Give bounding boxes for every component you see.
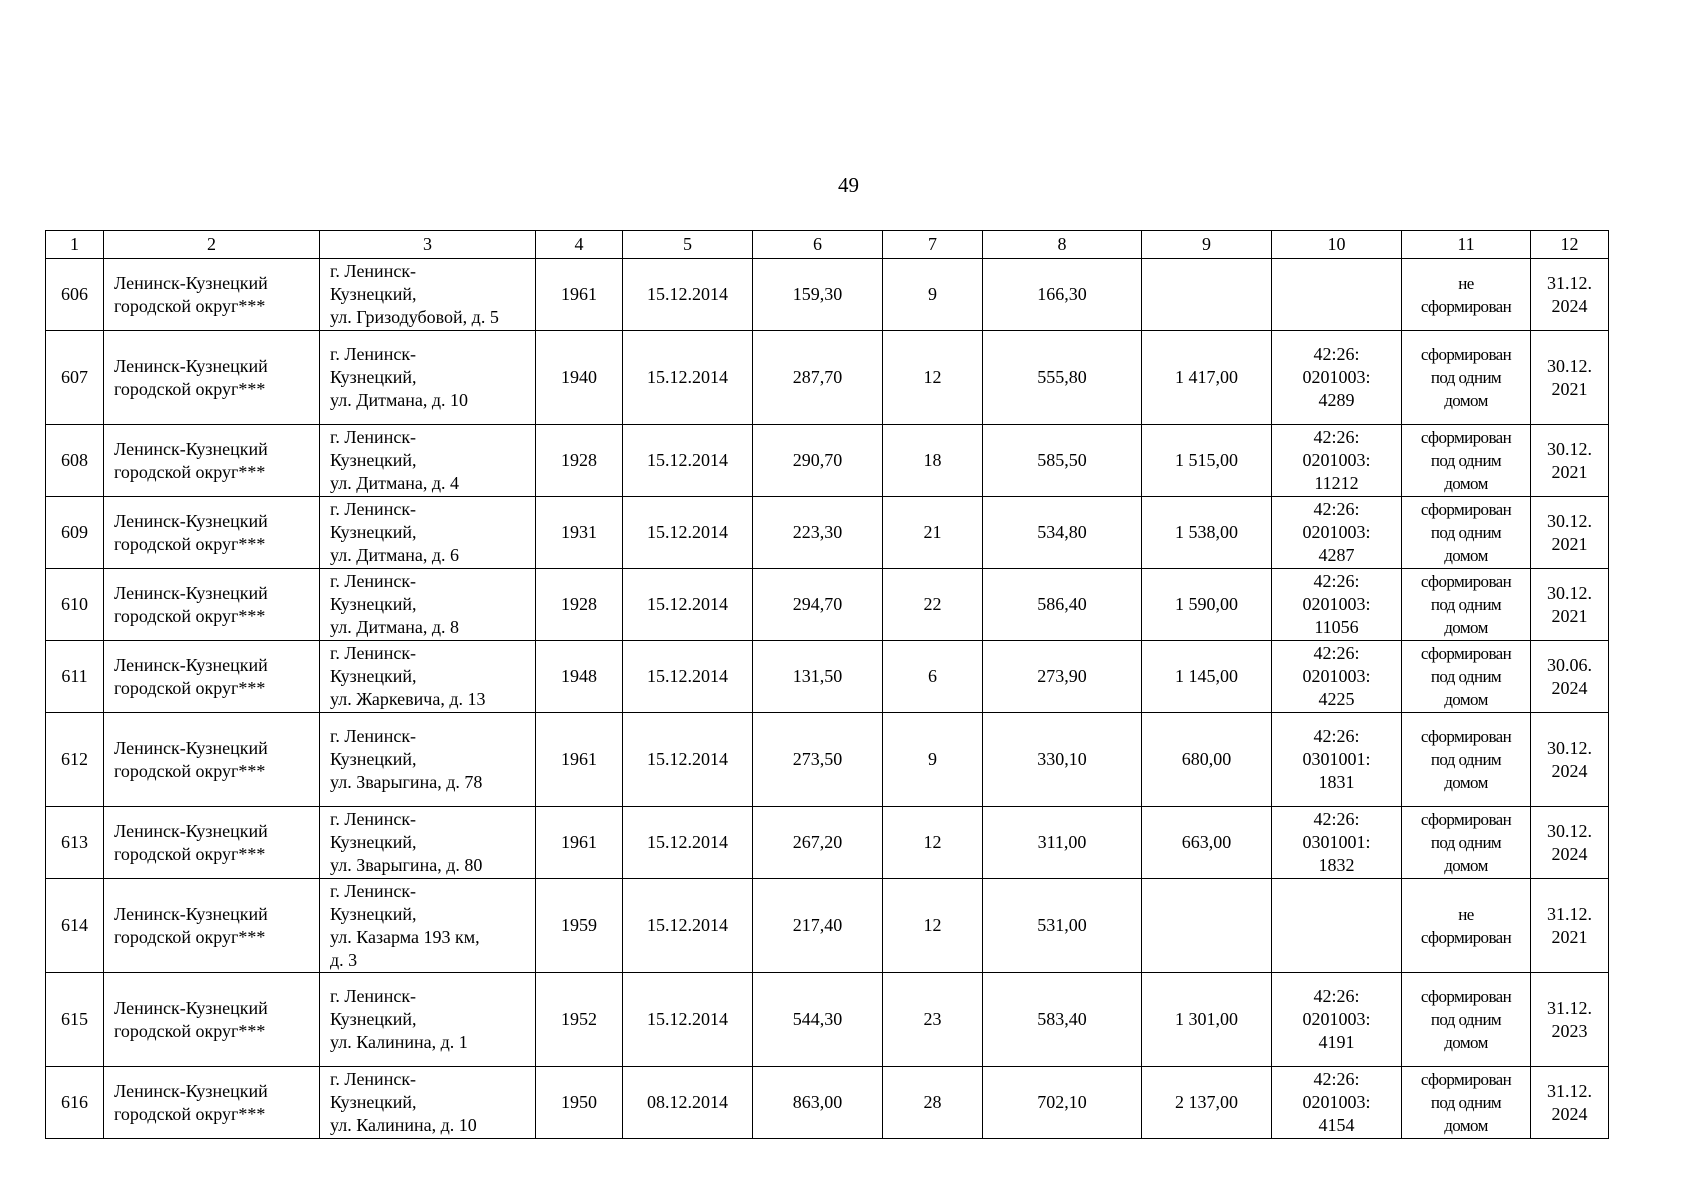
cell-area <box>753 497 883 569</box>
cell-year-built <box>536 425 623 497</box>
cell-address-text: г. Ленинск- Кузнецкий, ул. Дитмана, д. 4 <box>330 427 460 493</box>
cell-area-text: 863,00 <box>792 1092 843 1112</box>
cell-area <box>753 879 883 973</box>
cell-cadastral-number <box>1272 641 1402 713</box>
cell-total-area-text: 586,40 <box>1037 594 1087 614</box>
cell-total-area <box>983 713 1142 807</box>
table-row <box>46 973 1609 1067</box>
cell-cadastral-number-text: 42:26: 0201003: 4191 <box>1302 986 1371 1052</box>
cell-address-text: г. Ленинск- Кузнецкий, ул. Зварыгина, д. 80 <box>330 809 483 875</box>
cell-residents <box>883 807 983 879</box>
cell-land-area-text: 1 145,00 <box>1175 666 1238 686</box>
cell-land-status <box>1402 713 1531 807</box>
cell-area <box>753 807 883 879</box>
cell-total-area <box>983 497 1142 569</box>
cell-municipality-text: Ленинск-Кузнецкий городской округ*** <box>114 654 268 698</box>
cell-deadline-text: 30.12. 2021 <box>1547 438 1592 482</box>
cell-deadline <box>1531 807 1609 879</box>
cell-cadastral-number-text: 42:26: 0301001: 1831 <box>1302 726 1371 792</box>
cell-municipality <box>104 879 320 973</box>
cell-recognition-date <box>623 1067 753 1139</box>
cell-recognition-date <box>623 713 753 807</box>
cell-row-number-text: 616 <box>61 1092 88 1112</box>
cell-residents-text: 12 <box>923 915 942 935</box>
cell-year-built-text: 1940 <box>561 367 597 387</box>
cell-municipality-text: Ленинск-Кузнецкий городской округ*** <box>114 582 268 626</box>
cell-year-built-text: 1950 <box>561 1092 597 1112</box>
cell-municipality <box>104 973 320 1067</box>
cell-row-number-text: 608 <box>61 450 88 470</box>
cell-municipality-text: Ленинск-Кузнецкий городской округ*** <box>114 1080 268 1124</box>
column-header: 3 <box>320 231 536 259</box>
cell-residents-text: 9 <box>928 749 937 769</box>
cell-residents <box>883 497 983 569</box>
cell-land-status <box>1402 425 1531 497</box>
column-header: 8 <box>983 231 1142 259</box>
cell-deadline-text: 31.12. 2021 <box>1547 903 1592 947</box>
cell-land-status-text: сформирован под одним домом <box>1420 644 1512 709</box>
table-row <box>46 259 1609 331</box>
cell-cadastral-number <box>1272 425 1402 497</box>
cell-recognition-date <box>623 973 753 1067</box>
housing-registry-table <box>45 230 1609 1139</box>
column-header: 12 <box>1531 231 1609 259</box>
cell-recognition-date <box>623 569 753 641</box>
cell-address-text: г. Ленинск- Кузнецкий, ул. Дитмана, д. 10 <box>330 344 469 410</box>
cell-cadastral-number-text: 42:26: 0201003: 4287 <box>1302 499 1371 565</box>
cell-total-area <box>983 1067 1142 1139</box>
cell-total-area <box>983 569 1142 641</box>
cell-recognition-date <box>623 259 753 331</box>
cell-year-built-text: 1948 <box>561 666 597 686</box>
cell-deadline <box>1531 1067 1609 1139</box>
cell-area <box>753 713 883 807</box>
cell-cadastral-number-text: 42:26: 0201003: 11212 <box>1302 427 1371 493</box>
cell-row-number-text: 610 <box>61 594 88 614</box>
column-header: 5 <box>623 231 753 259</box>
cell-residents-text: 12 <box>923 832 942 852</box>
cell-cadastral-number-text: 42:26: 0201003: 11056 <box>1302 571 1371 637</box>
cell-recognition-date-text: 15.12.2014 <box>647 594 728 614</box>
cell-land-status <box>1402 569 1531 641</box>
cell-land-area <box>1142 425 1272 497</box>
cell-row-number-text: 607 <box>61 367 88 387</box>
cell-address-text: г. Ленинск- Кузнецкий, ул. Калинина, д. 1 <box>330 986 468 1052</box>
cell-row-number-text: 609 <box>61 522 88 542</box>
cell-recognition-date <box>623 497 753 569</box>
cell-area <box>753 973 883 1067</box>
cell-deadline <box>1531 425 1609 497</box>
cell-land-status <box>1402 879 1531 973</box>
cell-residents <box>883 973 983 1067</box>
cell-address-text: г. Ленинск- Кузнецкий, ул. Зварыгина, д. 78 <box>330 726 483 792</box>
table-body <box>46 259 1609 1139</box>
column-header: 11 <box>1402 231 1531 259</box>
cell-deadline-text: 31.12. 2024 <box>1547 1080 1592 1124</box>
cell-address <box>320 879 536 973</box>
cell-land-area-text: 1 538,00 <box>1175 522 1238 542</box>
cell-cadastral-number <box>1272 1067 1402 1139</box>
table-row <box>46 331 1609 425</box>
cell-land-status-text: сформирован под одним домом <box>1420 727 1512 792</box>
cell-address-text: г. Ленинск- Кузнецкий, ул. Гризодубовой, д. 5 <box>330 261 499 327</box>
cell-total-area-text: 531,00 <box>1037 915 1087 935</box>
cell-deadline-text: 30.12. 2024 <box>1547 820 1592 864</box>
cell-cadastral-number-text: 42:26: 0201003: 4154 <box>1302 1069 1371 1135</box>
cell-land-area <box>1142 641 1272 713</box>
cell-year-built-text: 1961 <box>561 284 597 304</box>
cell-row-number-text: 612 <box>61 749 88 769</box>
cell-year-built-text: 1928 <box>561 450 597 470</box>
cell-year-built-text: 1961 <box>561 749 597 769</box>
cell-deadline-text: 30.12. 2021 <box>1547 355 1592 399</box>
table-row <box>46 569 1609 641</box>
cell-year-built <box>536 713 623 807</box>
cell-recognition-date-text: 15.12.2014 <box>647 915 728 935</box>
cell-recognition-date-text: 15.12.2014 <box>647 522 728 542</box>
cell-residents-text: 21 <box>923 522 942 542</box>
cell-deadline <box>1531 569 1609 641</box>
page-number: 49 <box>838 173 859 197</box>
cell-recognition-date-text: 15.12.2014 <box>647 832 728 852</box>
cell-recognition-date <box>623 331 753 425</box>
cell-land-status <box>1402 641 1531 713</box>
cell-recognition-date-text: 15.12.2014 <box>647 666 728 686</box>
cell-deadline <box>1531 497 1609 569</box>
cell-area-text: 267,20 <box>792 832 843 852</box>
cell-residents <box>883 259 983 331</box>
cell-row-number <box>46 879 104 973</box>
cell-land-area <box>1142 713 1272 807</box>
cell-year-built <box>536 569 623 641</box>
cell-address <box>320 259 536 331</box>
table-row <box>46 497 1609 569</box>
cell-year-built-text: 1931 <box>561 522 597 542</box>
table-row <box>46 713 1609 807</box>
cell-residents-text: 12 <box>923 367 942 387</box>
cell-residents-text: 28 <box>923 1092 942 1112</box>
cell-municipality-text: Ленинск-Кузнецкий городской округ*** <box>114 272 268 316</box>
cell-land-status-text: сформирован под одним домом <box>1420 428 1512 493</box>
cell-total-area <box>983 807 1142 879</box>
cell-cadastral-number <box>1272 259 1402 331</box>
cell-residents <box>883 1067 983 1139</box>
cell-land-status <box>1402 1067 1531 1139</box>
cell-municipality-text: Ленинск-Кузнецкий городской округ*** <box>114 355 268 399</box>
cell-municipality-text: Ленинск-Кузнецкий городской округ*** <box>114 737 268 781</box>
cell-land-area <box>1142 331 1272 425</box>
cell-recognition-date-text: 15.12.2014 <box>647 367 728 387</box>
cell-land-area-text: 1 515,00 <box>1175 450 1238 470</box>
cell-municipality <box>104 1067 320 1139</box>
cell-year-built <box>536 1067 623 1139</box>
cell-row-number <box>46 425 104 497</box>
column-number-header-row <box>46 231 1609 259</box>
cell-address <box>320 641 536 713</box>
cell-deadline-text: 30.06. 2024 <box>1547 654 1592 698</box>
cell-row-number-text: 606 <box>61 284 88 304</box>
cell-recognition-date-text: 15.12.2014 <box>647 749 728 769</box>
cell-year-built <box>536 331 623 425</box>
cell-address <box>320 1067 536 1139</box>
cell-cadastral-number <box>1272 879 1402 973</box>
cell-area <box>753 259 883 331</box>
cell-address <box>320 425 536 497</box>
cell-total-area-text: 583,40 <box>1037 1009 1087 1029</box>
cell-municipality-text: Ленинск-Кузнецкий городской округ*** <box>114 820 268 864</box>
cell-municipality <box>104 569 320 641</box>
cell-land-status <box>1402 259 1531 331</box>
table-row <box>46 641 1609 713</box>
cell-cadastral-number-text: 42:26: 0201003: 4225 <box>1302 643 1371 709</box>
cell-deadline-text: 30.12. 2024 <box>1547 737 1592 781</box>
cell-total-area <box>983 973 1142 1067</box>
cell-area <box>753 425 883 497</box>
cell-address <box>320 331 536 425</box>
cell-land-area <box>1142 497 1272 569</box>
cell-residents <box>883 331 983 425</box>
cell-area-text: 544,30 <box>792 1009 843 1029</box>
cell-deadline <box>1531 713 1609 807</box>
column-header: 4 <box>536 231 623 259</box>
cell-residents-text: 22 <box>923 594 942 614</box>
cell-area-text: 223,30 <box>792 522 843 542</box>
table-row <box>46 807 1609 879</box>
cell-row-number <box>46 497 104 569</box>
cell-land-status <box>1402 497 1531 569</box>
cell-municipality <box>104 497 320 569</box>
cell-total-area-text: 555,80 <box>1037 367 1087 387</box>
cell-land-area-text: 2 137,00 <box>1175 1092 1238 1112</box>
cell-land-area-text: 1 590,00 <box>1175 594 1238 614</box>
cell-area-text: 294,70 <box>792 594 843 614</box>
cell-cadastral-number <box>1272 331 1402 425</box>
cell-land-area <box>1142 973 1272 1067</box>
cell-municipality <box>104 259 320 331</box>
cell-total-area-text: 273,90 <box>1037 666 1087 686</box>
cell-cadastral-number <box>1272 807 1402 879</box>
cell-total-area <box>983 425 1142 497</box>
cell-row-number-text: 614 <box>61 915 88 935</box>
cell-land-status <box>1402 331 1531 425</box>
cell-cadastral-number <box>1272 713 1402 807</box>
cell-area-text: 290,70 <box>792 450 843 470</box>
column-header: 7 <box>883 231 983 259</box>
cell-land-area <box>1142 569 1272 641</box>
cell-area-text: 287,70 <box>792 367 843 387</box>
cell-row-number-text: 613 <box>61 832 88 852</box>
cell-year-built-text: 1961 <box>561 832 597 852</box>
cell-year-built <box>536 807 623 879</box>
cell-area <box>753 1067 883 1139</box>
cell-year-built <box>536 497 623 569</box>
cell-address-text: г. Ленинск- Кузнецкий, ул. Дитмана, д. 6 <box>330 499 460 565</box>
cell-municipality <box>104 641 320 713</box>
cell-municipality-text: Ленинск-Кузнецкий городской округ*** <box>114 903 268 947</box>
cell-recognition-date-text: 15.12.2014 <box>647 1009 728 1029</box>
cell-cadastral-number <box>1272 497 1402 569</box>
cell-recognition-date-text: 15.12.2014 <box>647 450 728 470</box>
cell-deadline-text: 30.12. 2021 <box>1547 510 1592 554</box>
cell-municipality-text: Ленинск-Кузнецкий городской округ*** <box>114 997 268 1041</box>
cell-area-text: 217,40 <box>792 915 843 935</box>
cell-land-area-text: 1 417,00 <box>1175 367 1238 387</box>
cell-deadline-text: 31.12. 2023 <box>1547 997 1592 1041</box>
cell-deadline-text: 30.12. 2021 <box>1547 582 1592 626</box>
cell-residents-text: 18 <box>923 450 942 470</box>
cell-land-area-text: 1 301,00 <box>1175 1009 1238 1029</box>
cell-cadastral-number-text: 42:26: 0201003: 4289 <box>1302 344 1371 410</box>
cell-total-area-text: 330,10 <box>1037 749 1087 769</box>
cell-year-built <box>536 973 623 1067</box>
cell-land-status <box>1402 973 1531 1067</box>
cell-land-status <box>1402 807 1531 879</box>
cell-municipality <box>104 425 320 497</box>
cell-residents <box>883 425 983 497</box>
cell-year-built-text: 1952 <box>561 1009 597 1029</box>
cell-year-built-text: 1928 <box>561 594 597 614</box>
cell-residents <box>883 713 983 807</box>
cell-year-built-text: 1959 <box>561 915 597 935</box>
cell-row-number <box>46 259 104 331</box>
cell-residents <box>883 569 983 641</box>
cell-land-area-text: 680,00 <box>1181 749 1232 769</box>
cell-land-status-text: сформирован под одним домом <box>1420 572 1512 637</box>
cell-deadline <box>1531 641 1609 713</box>
cell-land-status-text: не сформирован <box>1420 273 1512 316</box>
cell-address <box>320 713 536 807</box>
cell-row-number <box>46 807 104 879</box>
cell-recognition-date <box>623 641 753 713</box>
cell-address <box>320 569 536 641</box>
cell-row-number <box>46 569 104 641</box>
cell-address-text: г. Ленинск- Кузнецкий, ул. Казарма 193 км, д. 3 <box>330 880 480 970</box>
table-row <box>46 425 1609 497</box>
column-header: 1 <box>46 231 104 259</box>
cell-address <box>320 973 536 1067</box>
column-header: 9 <box>1142 231 1272 259</box>
cell-land-area <box>1142 1067 1272 1139</box>
cell-residents-text: 9 <box>928 284 937 304</box>
column-header: 6 <box>753 231 883 259</box>
cell-area <box>753 331 883 425</box>
cell-land-status-text: сформирован под одним домом <box>1420 345 1512 410</box>
cell-area-text: 131,50 <box>792 666 843 686</box>
cell-row-number <box>46 331 104 425</box>
cell-municipality <box>104 713 320 807</box>
cell-total-area-text: 534,80 <box>1037 522 1087 542</box>
cell-recognition-date-text: 08.12.2014 <box>647 1092 728 1112</box>
cell-address-text: г. Ленинск- Кузнецкий, ул. Калинина, д. 10 <box>330 1069 477 1135</box>
cell-row-number <box>46 1067 104 1139</box>
cell-total-area <box>983 331 1142 425</box>
cell-recognition-date <box>623 807 753 879</box>
cell-deadline <box>1531 259 1609 331</box>
table-row <box>46 1067 1609 1139</box>
cell-land-area <box>1142 879 1272 973</box>
table-row <box>46 879 1609 973</box>
cell-address-text: г. Ленинск- Кузнецкий, ул. Жаркевича, д. 13 <box>330 643 486 709</box>
cell-municipality <box>104 331 320 425</box>
cell-municipality-text: Ленинск-Кузнецкий городской округ*** <box>114 510 268 554</box>
cell-deadline-text: 31.12. 2024 <box>1547 272 1592 316</box>
cell-deadline <box>1531 973 1609 1067</box>
cell-total-area <box>983 641 1142 713</box>
cell-total-area-text: 311,00 <box>1037 832 1087 852</box>
cell-cadastral-number-text: 42:26: 0301001: 1832 <box>1302 809 1371 875</box>
cell-cadastral-number <box>1272 973 1402 1067</box>
cell-recognition-date <box>623 879 753 973</box>
cell-total-area-text: 166,30 <box>1037 284 1087 304</box>
cell-residents-text: 6 <box>928 666 937 686</box>
cell-row-number <box>46 973 104 1067</box>
cell-land-status-text: сформирован под одним домом <box>1420 500 1512 565</box>
cell-area-text: 159,30 <box>792 284 843 304</box>
cell-land-status-text: сформирован под одним домом <box>1420 987 1512 1052</box>
cell-deadline <box>1531 331 1609 425</box>
cell-row-number-text: 615 <box>61 1009 88 1029</box>
cell-land-status-text: сформирован под одним домом <box>1420 1070 1512 1135</box>
cell-row-number <box>46 641 104 713</box>
cell-cadastral-number <box>1272 569 1402 641</box>
cell-address <box>320 497 536 569</box>
cell-total-area <box>983 879 1142 973</box>
column-header: 10 <box>1272 231 1402 259</box>
cell-land-status-text: сформирован под одним домом <box>1420 810 1512 875</box>
cell-residents <box>883 641 983 713</box>
cell-address <box>320 807 536 879</box>
cell-total-area-text: 702,10 <box>1037 1092 1087 1112</box>
cell-residents <box>883 879 983 973</box>
cell-total-area <box>983 259 1142 331</box>
cell-year-built <box>536 259 623 331</box>
cell-land-area-text: 663,00 <box>1181 832 1232 852</box>
cell-residents-text: 23 <box>923 1009 942 1029</box>
cell-land-area <box>1142 259 1272 331</box>
cell-land-area <box>1142 807 1272 879</box>
cell-municipality-text: Ленинск-Кузнецкий городской округ*** <box>114 438 268 482</box>
cell-total-area-text: 585,50 <box>1037 450 1087 470</box>
cell-area-text: 273,50 <box>792 749 843 769</box>
column-header: 2 <box>104 231 320 259</box>
cell-year-built <box>536 879 623 973</box>
cell-deadline <box>1531 879 1609 973</box>
cell-year-built <box>536 641 623 713</box>
cell-row-number <box>46 713 104 807</box>
cell-land-status-text: не сформирован <box>1420 904 1512 947</box>
cell-area <box>753 641 883 713</box>
cell-recognition-date-text: 15.12.2014 <box>647 284 728 304</box>
cell-area <box>753 569 883 641</box>
cell-address-text: г. Ленинск- Кузнецкий, ул. Дитмана, д. 8 <box>330 571 460 637</box>
cell-recognition-date <box>623 425 753 497</box>
cell-row-number-text: 611 <box>61 666 88 686</box>
cell-municipality <box>104 807 320 879</box>
